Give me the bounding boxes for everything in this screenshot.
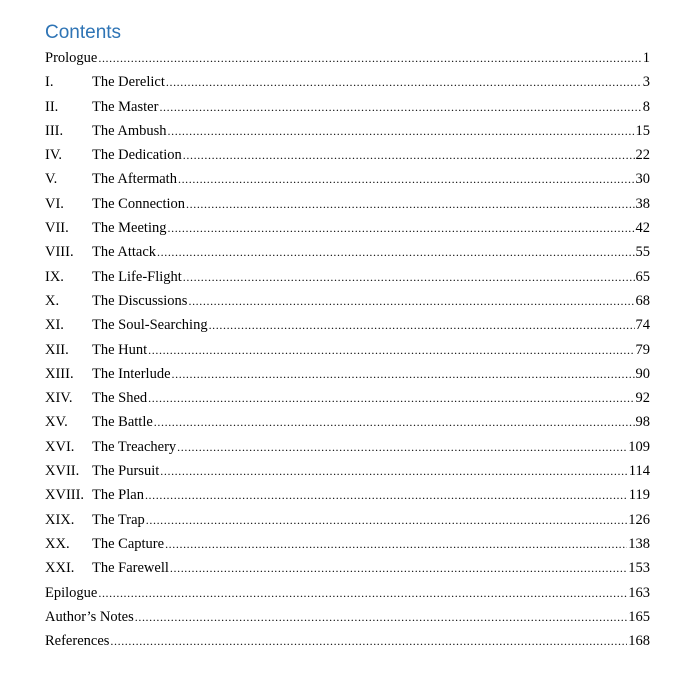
toc-entry[interactable] — [45, 629, 650, 653]
toc-entry-title: The Connection — [92, 195, 186, 212]
dot-leader — [178, 167, 635, 191]
toc-entry[interactable] — [45, 95, 650, 119]
toc-entry[interactable] — [45, 581, 650, 605]
toc-entry-title: The Attack — [92, 244, 157, 261]
toc-entry[interactable] — [45, 556, 650, 580]
toc-entry[interactable] — [45, 410, 650, 434]
dot-leader — [145, 483, 628, 507]
toc-entry[interactable] — [45, 435, 650, 459]
dot-leader — [148, 338, 634, 362]
dot-leader — [98, 46, 641, 70]
dot-leader — [172, 362, 635, 386]
toc-entry-page-number: 15 — [635, 122, 650, 139]
toc-entry-number: IV. — [45, 147, 63, 164]
toc-entry[interactable] — [45, 143, 650, 167]
toc-entry-number: XI. — [45, 317, 64, 334]
toc-entry[interactable] — [45, 459, 650, 483]
toc-entry-title: The Meeting — [92, 220, 167, 237]
toc-entry[interactable] — [45, 216, 650, 240]
toc-entry-page-number: 79 — [635, 341, 650, 358]
toc-entry[interactable] — [45, 192, 650, 216]
toc-entry-number: XIII. — [45, 365, 74, 382]
toc-entry-page-number: 1 — [642, 50, 650, 66]
toc-entry-title: The Pursuit — [92, 463, 160, 480]
toc-entry-title: The Farewell — [92, 560, 169, 577]
toc-entry-title: The Shed — [92, 390, 148, 407]
toc-entry-title: Epilogue — [45, 584, 98, 601]
toc-entry[interactable] — [45, 119, 650, 143]
dot-leader — [160, 459, 628, 483]
toc-entry-number: VI. — [45, 195, 64, 212]
dot-leader — [146, 508, 627, 532]
toc-entry-title: Author’s Notes — [45, 608, 134, 625]
toc-entry-number: XIX. — [45, 511, 75, 528]
dot-leader — [135, 605, 628, 629]
toc-entry-number: XIV. — [45, 390, 73, 407]
toc-entry-title: The Trap — [92, 511, 145, 528]
toc-entry[interactable] — [45, 167, 650, 191]
toc-entry-title: The Hunt — [92, 341, 148, 358]
toc-entry-page-number: 119 — [628, 487, 650, 504]
dot-leader — [188, 289, 634, 313]
toc-entry-page-number: 163 — [628, 584, 650, 601]
toc-entry-number: XX. — [45, 535, 70, 552]
toc-entry-page-number: 126 — [628, 511, 650, 528]
dot-leader — [183, 265, 635, 289]
toc-entry-number: III. — [45, 122, 64, 139]
toc-entry[interactable] — [45, 508, 650, 532]
toc-entry-page-number: 153 — [628, 560, 650, 577]
toc-entry-number: XII. — [45, 341, 69, 358]
toc-entry-page-number: 74 — [635, 317, 650, 334]
dot-leader — [177, 435, 627, 459]
toc-entry-page-number: 168 — [628, 633, 650, 650]
toc-entry-page-number: 109 — [628, 438, 650, 455]
toc-entry-title: The Ambush — [92, 122, 167, 139]
toc-entry-number: II. — [45, 98, 59, 115]
toc-entry-number: VII. — [45, 220, 69, 237]
dot-leader — [154, 410, 635, 434]
toc-entry-page-number: 38 — [635, 195, 650, 212]
toc-entry-title: The Treachery — [92, 438, 177, 455]
toc-entry[interactable] — [45, 362, 650, 386]
toc-entry-page-number: 165 — [628, 608, 650, 625]
toc-entry-title: The Soul-Searching — [92, 317, 208, 334]
toc-entry[interactable] — [45, 240, 650, 264]
toc-entry-number: XVIII. — [45, 487, 85, 504]
toc-entry[interactable] — [45, 313, 650, 337]
toc-entry[interactable] — [45, 338, 650, 362]
toc-entry[interactable] — [45, 265, 650, 289]
toc-entry-number: XVII. — [45, 463, 80, 480]
toc-entry-title: References — [45, 633, 110, 650]
toc-entry-title: The Discussions — [92, 292, 188, 309]
dot-leader — [168, 119, 635, 143]
toc-entry-number: XV. — [45, 414, 68, 431]
toc-entry-page-number: 3 — [642, 74, 650, 91]
toc-entry-page-number: 138 — [628, 535, 650, 552]
toc-entry-number: IX. — [45, 268, 64, 285]
toc-entry-page-number: 22 — [635, 147, 650, 164]
toc-entry-title: The Dedication — [92, 147, 182, 164]
toc-entry-number: XXI. — [45, 560, 75, 577]
dot-leader — [166, 70, 642, 94]
toc-entry-title: The Derelict — [92, 74, 165, 91]
dot-leader — [170, 556, 627, 580]
toc-entry-number: V. — [45, 171, 58, 188]
dot-leader — [183, 143, 635, 167]
toc-entry[interactable] — [45, 289, 650, 313]
toc-entry-page-number: 65 — [635, 268, 650, 285]
toc-entry-page-number: 30 — [635, 171, 650, 188]
toc-entry-title: The Capture — [92, 535, 165, 552]
dot-leader — [110, 629, 627, 653]
toc-entry-number: X. — [45, 292, 60, 309]
toc-entry-page-number: 90 — [635, 365, 650, 382]
toc-entry-title: The Battle — [92, 414, 153, 431]
toc-entry-title: The Plan — [92, 487, 144, 504]
toc-entry-title: The Life-Flight — [92, 268, 182, 285]
toc-entry[interactable] — [45, 532, 650, 556]
toc-entry-page-number: 98 — [635, 414, 650, 431]
toc-entry-page-number: 92 — [635, 390, 650, 407]
toc-entry-page-number: 68 — [635, 292, 650, 309]
toc-entry-page-number: 55 — [635, 244, 650, 261]
dot-leader — [209, 313, 635, 337]
toc-entry-page-number: 8 — [642, 98, 650, 115]
toc-entry-title: The Aftermath — [92, 171, 177, 188]
dot-leader — [168, 216, 635, 240]
toc-entry-number: I. — [45, 74, 54, 91]
toc-entry[interactable] — [45, 70, 650, 94]
toc-entry[interactable] — [45, 386, 650, 410]
dot-leader — [186, 192, 634, 216]
toc-entry-page-number: 114 — [628, 463, 650, 480]
dot-leader — [148, 386, 634, 410]
contents-heading: Contents — [45, 22, 122, 43]
toc-entry-number: XVI. — [45, 438, 75, 455]
toc-entry[interactable] — [45, 605, 650, 629]
toc-entry-title: The Master — [92, 98, 159, 115]
toc-entry-title: Prologue — [45, 50, 98, 66]
dot-leader — [157, 240, 634, 264]
toc-entry-title: The Interlude — [92, 365, 171, 382]
table-of-contents — [45, 46, 650, 653]
dot-leader — [159, 95, 641, 119]
dot-leader — [98, 581, 627, 605]
toc-entry[interactable] — [45, 46, 650, 70]
toc-entry-number: VIII. — [45, 244, 74, 261]
toc-entry-page-number: 42 — [635, 220, 650, 237]
toc-entry[interactable] — [45, 483, 650, 507]
dot-leader — [165, 532, 627, 556]
